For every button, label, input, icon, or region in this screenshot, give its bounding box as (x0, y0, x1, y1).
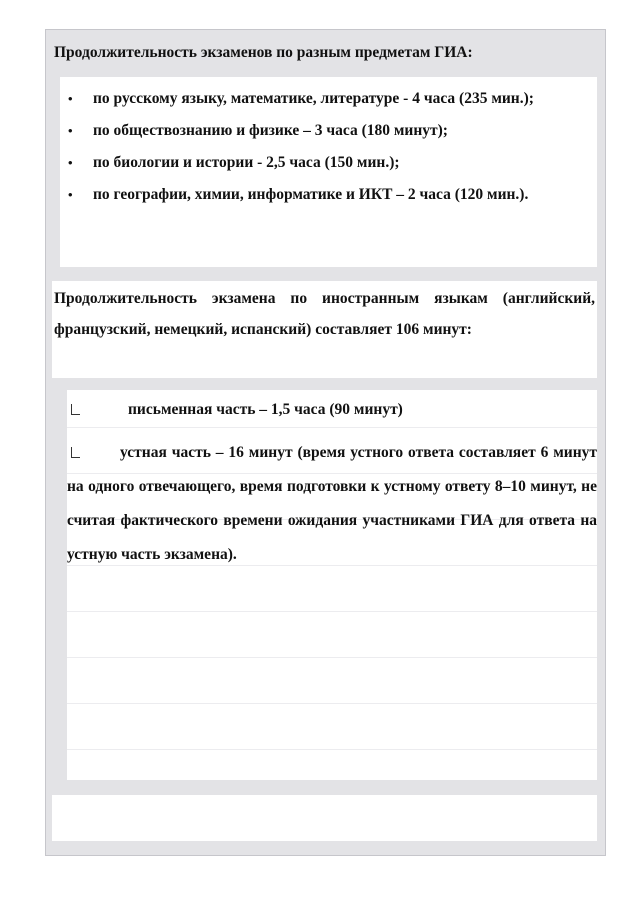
divider (67, 703, 597, 704)
bullet-icon: • (68, 187, 73, 202)
section-heading: Продолжительность экзаменов по разным предметам ГИА: (54, 44, 473, 61)
checkbox-icon (71, 447, 80, 458)
list-item-text: по биологии и истории - 2,5 часа (150 мин.); (93, 154, 400, 171)
bullet-icon: • (68, 155, 73, 170)
list-item (60, 115, 597, 147)
list-item-text: письменная часть – 1,5 часа (90 минут) (128, 401, 403, 418)
list-item-text: по русскому языку, математике, литературе - 4 часа (235 мин.); (93, 90, 534, 107)
empty-footer-box (52, 795, 597, 841)
list-item-text: устная часть – 16 минут (время устного ответа составляет 6 минут на одного отвечающего, время подготовки к устному ответу 8–10 минут, не считая фактического времени ожидания участниками ГИА для ответа на устную часть экзамена). (67, 444, 597, 563)
foreign-language-parts (67, 390, 597, 780)
divider (67, 427, 597, 428)
list-item (67, 396, 597, 424)
checkbox-icon (71, 404, 80, 415)
list-item-text: по географии, химии, информатике и ИКТ – 2 часа (120 мин.). (93, 186, 529, 203)
list-item (60, 83, 597, 115)
foreign-language-paragraph: Продолжительность экзамена по иностранным языкам (английский, французский, немецкий, испанский) составляет 106 минут: (52, 281, 597, 378)
list-item (60, 179, 597, 211)
list-item (67, 436, 597, 572)
divider (67, 611, 597, 612)
divider (67, 657, 597, 658)
duration-list (60, 77, 597, 267)
list-item-text: по обществознанию и физике – 3 часа (180 минут); (93, 122, 448, 139)
bullet-icon: • (68, 123, 73, 138)
divider (67, 749, 597, 750)
bullet-icon: • (68, 91, 73, 106)
list-item (60, 147, 597, 179)
